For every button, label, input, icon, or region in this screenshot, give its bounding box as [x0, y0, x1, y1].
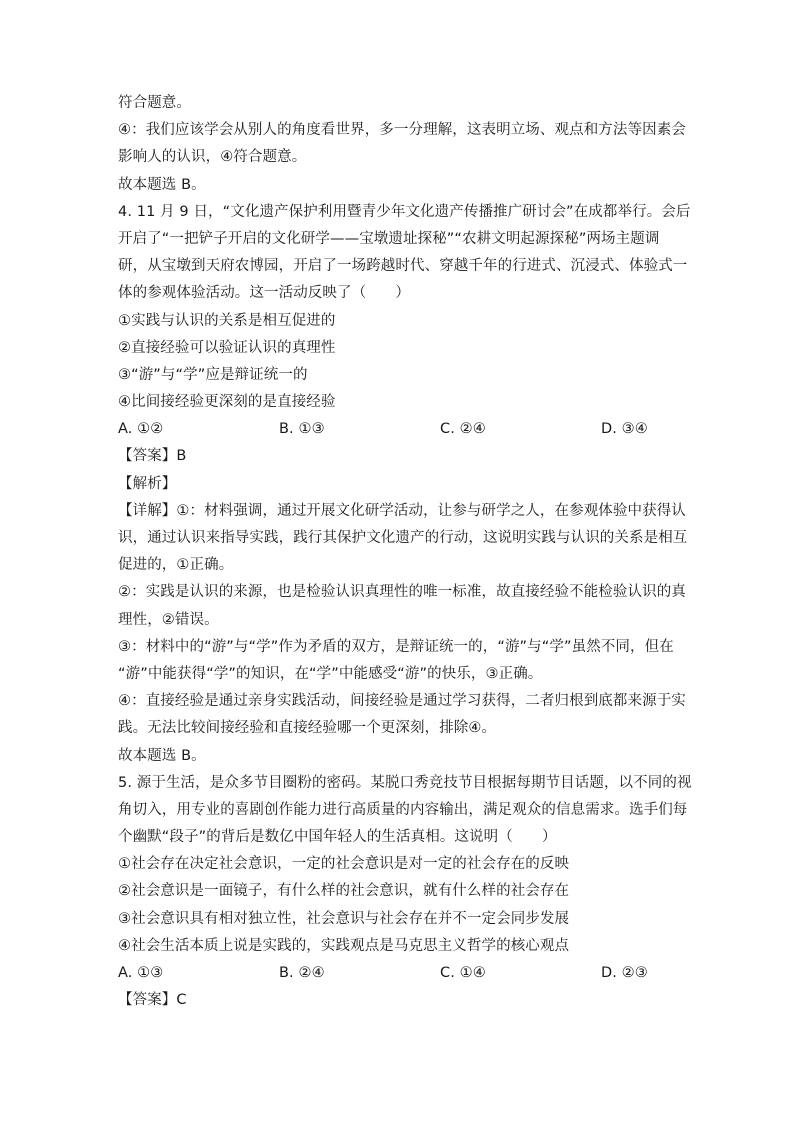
text-line: 体的参观体验活动。这一活动反映了（ ） [118, 285, 410, 302]
text-line: 开启了“一把铲子开启的文化研学——宝墩遗址探秘”“农耕文明起源探秘”两场主题调 [118, 230, 660, 247]
text-line: 符合题意。 [118, 95, 191, 111]
statement-item: ②社会意识是一面镜子，有什么样的社会意识，就有什么样的社会存在 [118, 883, 570, 900]
analysis-label: 【解析】 [118, 475, 177, 492]
text-line: 研，从宝墩到天府农博园，开启了一场跨越时代、穿越千年的行进式、沉浸式、体验式一 [118, 258, 688, 275]
explanation-line: 践。无法比较间接经验和直接经验哪一个更深刻，排除④。 [118, 720, 497, 737]
option-d: D. ③④ [601, 421, 648, 438]
explanation-line: ②：实践是认识的来源，也是检验认识真理性的唯一标准，故直接经验不能检验认识的真 [118, 584, 686, 601]
question-4-stem: 4. 11 月 9 日，“文化遗产保护利用暨青少年文化遗产传播推广研讨会”在成都举行。会后 [118, 203, 691, 220]
option-b: B. ①③ [279, 421, 325, 438]
option-c: C. ①④ [440, 965, 486, 981]
text-line: 故本题选 B。 [118, 176, 206, 193]
explanation-line: 理性，②错误。 [118, 611, 219, 628]
statement-item: ④比间接经验更深刻的是直接经验 [118, 394, 336, 411]
answer-label: 【答案】C [118, 992, 187, 1009]
option-d: D. ②③ [601, 965, 648, 981]
option-b: B. ②④ [279, 965, 325, 981]
statement-item: ③社会意识具有相对独立性，社会意识与社会存在并不一定会同步发展 [118, 910, 570, 927]
text-line: 个幽默“段子”的背后是数亿中国年轻人的生活真相。这说明（ ） [118, 829, 557, 846]
answer-label: 【答案】B [118, 448, 187, 465]
statement-item: ①实践与认识的关系是相互促进的 [118, 312, 336, 329]
statement-item: ②直接经验可以验证认识的真理性 [118, 339, 336, 356]
text-line: 故本题选 B。 [118, 747, 206, 764]
question-4-options [118, 416, 678, 443]
explanation-line: “游”中能获得“学”的知识，在“学”中能感受“游”的快乐，③正确。 [118, 665, 543, 682]
text-line: 角切入，用专业的喜剧创作能力进行高质量的内容输出，满足观众的信息需求。选手们每 [118, 801, 688, 818]
explanation-line: ③：材料中的“游”与“学”作为矛盾的双方，是辩证统一的，“游”与“学”虽然不同，但在 [118, 638, 674, 655]
explanation-line: 促进的，①正确。 [118, 557, 234, 574]
explanation-line: ④：直接经验是通过亲身实践活动，间接经验是通过学习获得，二者归根到底都来源于实 [118, 693, 686, 710]
document-body [118, 90, 692, 1014]
option-a: A. ①② [118, 421, 164, 438]
question-5-options [118, 960, 678, 987]
question-5-stem: 5. 源于生活，是众多节目圈粉的密码。某脱口秀竞技节目根据每期节目话题，以不同的视 [118, 774, 692, 791]
statement-item: ①社会存在决定社会意识，一定的社会意识是对一定的社会存在的反映 [118, 856, 570, 873]
statement-item: ③“游”与“学”应是辩证统一的 [118, 366, 308, 383]
text-line: ④：我们应该学会从别人的角度看世界，多一分理解，这表明立场、观点和方法等因素会 [118, 122, 686, 139]
statement-item: ④社会生活本质上说是实践的，实践观点是马克思主义哲学的核心观点 [118, 937, 570, 954]
explanation-line: 识，通过认识来指导实践，践行其保护文化遗产的行动，这说明实践与认识的关系是相互 [118, 530, 688, 546]
text-line: 影响人的认识，④符合题意。 [118, 149, 307, 166]
option-c: C. ②④ [440, 421, 486, 438]
explanation-line: 【详解】①：材料强调，通过开展文化研学活动，让参与研学之人，在参观体验中获得认 [118, 502, 686, 519]
option-a: A. ①③ [118, 965, 164, 981]
